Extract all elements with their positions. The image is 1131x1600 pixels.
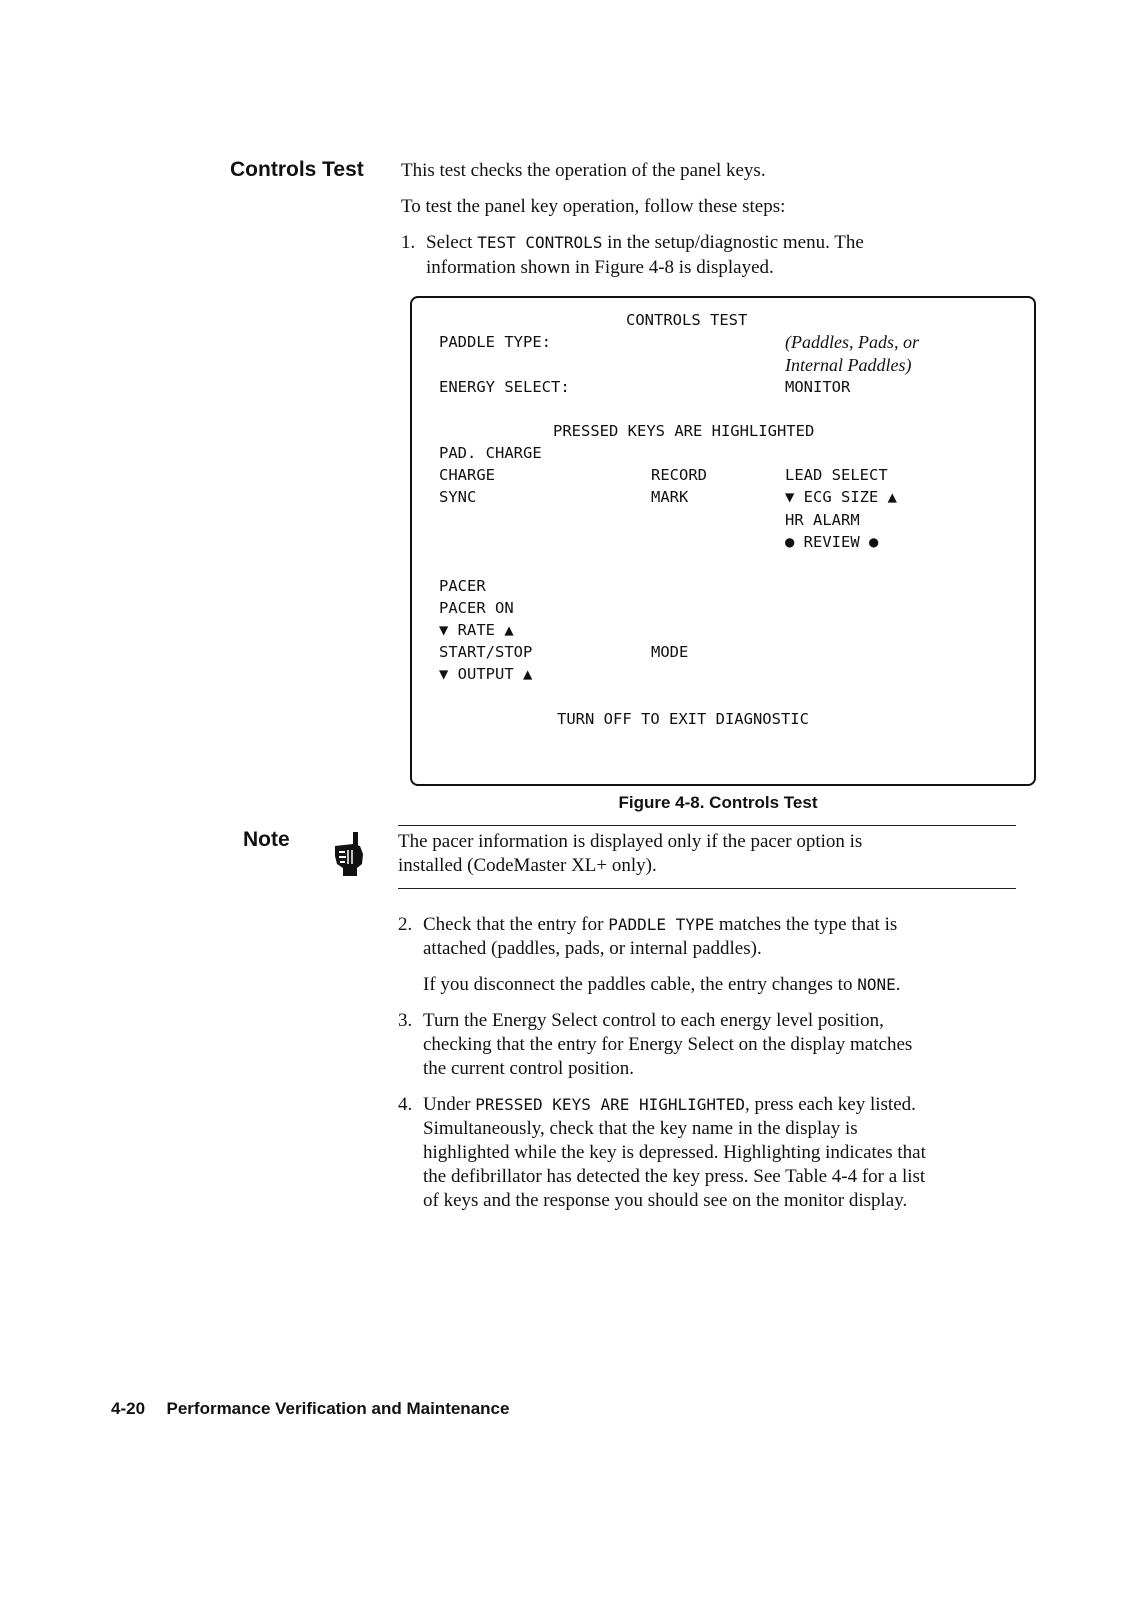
key-label: SYNC <box>439 488 477 506</box>
note-top-rule <box>398 825 1016 826</box>
key-label: ▼ ECG SIZE ▲ <box>785 488 897 506</box>
pacer-key-label: ▼ RATE ▲ <box>439 621 514 639</box>
step-4-line4: the defibrillator has detected the key press. See Table 4-4 for a list <box>423 1166 926 1187</box>
paddle-type-value: (Paddles, Pads, or <box>785 332 919 352</box>
step-1-text: Select TEST CONTROLS in the setup/diagnostic menu. The <box>426 232 864 253</box>
display-screen <box>410 296 1036 786</box>
step-number: 2. <box>398 914 413 935</box>
mode-key-label: MODE <box>651 643 689 661</box>
step-number: 1. <box>401 232 416 253</box>
section-heading: Controls Test <box>230 158 364 181</box>
step-3-line1: Turn the Energy Select control to each energy level position, <box>423 1010 884 1031</box>
key-label: MARK <box>651 488 689 506</box>
key-label: HR ALARM <box>785 511 860 529</box>
inline-code: TEST CONTROLS <box>477 233 603 252</box>
pointing-hand-icon <box>333 832 365 878</box>
step-number: 3. <box>398 1010 413 1031</box>
paddle-type-value-2: Internal Paddles) <box>785 355 912 375</box>
inline-code: PADDLE TYPE <box>608 915 715 934</box>
step-4-text: Under PRESSED KEYS ARE HIGHLIGHTED, press each key listed. <box>423 1094 916 1115</box>
figure-caption: Figure 4-8. Controls Test <box>618 793 818 812</box>
screen-footer: TURN OFF TO EXIT DIAGNOSTIC <box>557 710 809 728</box>
step-3-line2: checking that the entry for Energy Select on the display matches <box>423 1034 913 1055</box>
step-4-line2: Simultaneously, check that the key name in the display is <box>423 1118 858 1139</box>
screen-title: CONTROLS TEST <box>626 311 748 329</box>
step-number: 4. <box>398 1094 413 1115</box>
inline-code: PRESSED KEYS ARE HIGHLIGHTED <box>475 1095 745 1114</box>
paddle-type-label: PADDLE TYPE: <box>439 333 551 351</box>
pacer-key-label: PACER ON <box>439 599 514 617</box>
pressed-keys-header: PRESSED KEYS ARE HIGHLIGHTED <box>553 422 815 440</box>
page-number: 4-20 <box>111 1399 146 1418</box>
step-1-line2: information shown in Figure 4-8 is displayed. <box>426 257 774 278</box>
step-2-line2: attached (paddles, pads, or internal paddles). <box>423 938 762 959</box>
key-label: ● REVIEW ● <box>785 533 879 551</box>
pacer-key-label: START/STOP <box>439 643 533 661</box>
pacer-key-label: ▼ OUTPUT ▲ <box>439 665 533 683</box>
step-3-line3: the current control position. <box>423 1058 635 1079</box>
page-footer <box>111 1399 509 1419</box>
key-label: RECORD <box>651 466 707 484</box>
note-label: Note <box>243 828 290 851</box>
lead-text: To test the panel key operation, follow these steps: <box>401 196 786 217</box>
key-label: PAD. CHARGE <box>439 444 542 462</box>
step-2-text: Check that the entry for PADDLE TYPE matches the type that is <box>423 914 898 935</box>
step-4-line3: highlighted while the key is depressed. Highlighting indicates that <box>423 1142 926 1163</box>
energy-select-value: MONITOR <box>785 378 851 396</box>
intro-text: This test checks the operation of the panel keys. <box>401 160 766 181</box>
key-label: CHARGE <box>439 466 495 484</box>
note-line-2: installed (CodeMaster XL+ only). <box>398 855 657 876</box>
step-4-line5: of keys and the response you should see on the monitor display. <box>423 1190 908 1211</box>
pacer-key-label: PACER <box>439 577 486 595</box>
key-label: LEAD SELECT <box>785 466 888 484</box>
note-bottom-rule <box>398 888 1016 889</box>
note-line-1: The pacer information is displayed only if the pacer option is <box>398 831 863 852</box>
step-2-subtext: If you disconnect the paddles cable, the entry changes to NONE. <box>423 974 901 995</box>
energy-select-label: ENERGY SELECT: <box>439 378 570 396</box>
inline-code: NONE <box>857 975 896 994</box>
footer-title: Performance Verification and Maintenance <box>166 1399 510 1418</box>
